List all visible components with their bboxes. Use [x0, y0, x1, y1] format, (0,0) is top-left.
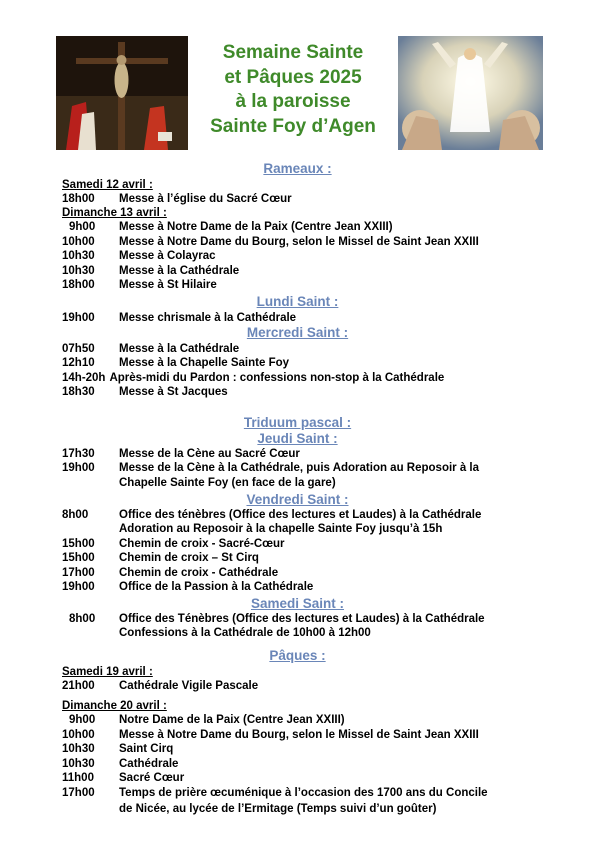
description: Office des Ténèbres (Office des lectures et Laudes) à la Cathédrale — [119, 613, 485, 625]
schedule-row — [62, 386, 228, 398]
crucifixion-picture — [56, 36, 188, 150]
schedule-row — [62, 613, 485, 625]
time: 07h50 — [62, 343, 95, 355]
description: Notre Dame de la Paix (Centre Jean XXIII) — [119, 714, 345, 726]
description: Office de la Passion à la Cathédrale — [119, 581, 314, 593]
day-label-sat-19: Samedi 19 avril : — [62, 666, 153, 678]
time: 19h00 — [62, 462, 95, 474]
time: 15h00 — [62, 538, 95, 550]
time: 11h00 — [62, 772, 94, 784]
description: Messe à l’église du Sacré Cœur — [119, 193, 292, 205]
heading-vendredi-saint: Vendredi Saint : — [246, 492, 349, 507]
heading-rameaux: Rameaux : — [263, 161, 332, 176]
description: Messe à St Jacques — [119, 386, 228, 398]
schedule-row — [62, 372, 444, 384]
description: Sacré Cœur — [119, 772, 185, 784]
time: 9h00 — [69, 221, 96, 233]
time: 18h00 — [62, 193, 95, 205]
schedule-row — [62, 581, 313, 593]
time: 10h30 — [62, 758, 95, 770]
schedule-row — [62, 448, 300, 460]
time: 10h30 — [62, 265, 95, 277]
time: 15h00 — [62, 552, 95, 564]
crucifixion-image — [56, 36, 188, 150]
schedule-row — [62, 509, 481, 521]
description: Chemin de croix – St Cirq — [119, 552, 259, 564]
heading-jeudi-saint: Jeudi Saint : — [257, 431, 338, 446]
description-continuation: Confessions à la Cathédrale de 10h00 à 12h00 — [119, 627, 371, 639]
time: 8h00 — [62, 509, 89, 521]
schedule-row — [62, 357, 289, 369]
description: Messe à Colayrac — [119, 250, 216, 262]
heading-samedi-saint: Samedi Saint : — [250, 596, 345, 611]
time: 17h00 — [62, 567, 95, 579]
title-line-2: et Pâques 2025 — [224, 66, 362, 88]
description: Messe chrismale à la Cathédrale — [119, 312, 297, 324]
heading-paques: Pâques : — [269, 648, 326, 663]
time: 17h30 — [62, 448, 95, 460]
schedule-row — [62, 552, 259, 564]
page-title — [190, 41, 396, 139]
time: 18h00 — [62, 279, 95, 291]
description: Messe à la Cathédrale — [119, 265, 240, 277]
schedule-row — [62, 343, 239, 355]
description-continuation: de Nicée, au lycée de l’Ermitage (Temps suivi d’un goûter) — [119, 803, 437, 815]
description: Messe de la Cène au Sacré Cœur — [119, 448, 300, 460]
description: Saint Cirq — [119, 743, 174, 755]
schedule-row — [62, 772, 184, 784]
time: 10h00 — [62, 729, 95, 741]
schedule-row — [62, 729, 479, 741]
description: Après-midi du Pardon : confessions non-stop à la Cathédrale — [109, 372, 445, 384]
schedule-row — [62, 743, 173, 755]
day-label-sun-13: Dimanche 13 avril : — [62, 207, 167, 219]
heading-mercredi-saint: Mercredi Saint : — [246, 325, 349, 340]
schedule-row — [62, 221, 393, 233]
schedule-row — [62, 714, 345, 726]
description: Chemin de croix - Cathédrale — [119, 567, 279, 579]
day-label-sat-12: Samedi 12 avril : — [62, 179, 153, 191]
description-continuation: Adoration au Reposoir à la chapelle Sainte Foy jusqu’à 15h — [119, 523, 443, 535]
schedule-row — [62, 758, 178, 770]
time: 17h00 — [62, 787, 95, 799]
description: Messe de la Cène à la Cathédrale, puis Adoration au Reposoir à la — [119, 462, 480, 474]
time: 12h10 — [62, 357, 95, 369]
description: Messe à Notre Dame du Bourg, selon le Missel de Saint Jean XXIII — [119, 729, 479, 741]
time: 14h-20h — [62, 372, 106, 384]
resurrection-picture — [398, 36, 543, 150]
schedule-row — [62, 279, 217, 291]
title-line-1: Semaine Sainte — [222, 42, 364, 63]
description-continuation: Chapelle Sainte Foy (en face de la gare) — [119, 477, 336, 489]
time: 10h30 — [62, 250, 95, 262]
description: Messe à la Cathédrale — [119, 343, 240, 355]
description: Temps de prière œcuménique à l’occasion des 1700 ans du Concile — [119, 787, 488, 799]
schedule-row — [62, 250, 216, 262]
schedule-row — [62, 462, 479, 474]
resurrection-image — [398, 36, 543, 150]
time: 19h00 — [62, 581, 95, 593]
day-label-sun-20: Dimanche 20 avril : — [62, 700, 167, 712]
time: 8h00 — [69, 613, 96, 625]
description: Office des ténèbres (Office des lectures et Laudes) à la Cathédrale — [119, 509, 482, 521]
description: Cathédrale Vigile Pascale — [119, 680, 259, 692]
schedule-row — [62, 312, 296, 324]
title-line-4: Sainte Foy d’Agen — [210, 115, 376, 137]
time: 10h00 — [62, 236, 95, 248]
time: 19h00 — [62, 312, 95, 324]
schedule-row — [62, 787, 488, 799]
time: 18h30 — [62, 386, 95, 398]
title-line-3: à la paroisse — [235, 91, 351, 112]
description: Messe à Notre Dame de la Paix (Centre Jean XXIII) — [119, 221, 393, 233]
schedule-row — [62, 265, 239, 277]
time: 9h00 — [69, 714, 96, 726]
heading-triduum-pascal: Triduum pascal : — [243, 415, 352, 430]
schedule-row — [62, 538, 285, 550]
time: 10h30 — [62, 743, 95, 755]
schedule-row — [62, 193, 292, 205]
description: Messe à Notre Dame du Bourg, selon le Missel de Saint Jean XXIII — [119, 236, 479, 248]
schedule-row — [62, 236, 479, 248]
schedule-row — [62, 680, 258, 692]
description: Messe à la Chapelle Sainte Foy — [119, 357, 290, 369]
schedule-row — [62, 567, 278, 579]
time: 21h00 — [62, 680, 95, 692]
description: Messe à St Hilaire — [119, 279, 217, 291]
description: Chemin de croix - Sacré-Cœur — [119, 538, 285, 550]
heading-lundi-saint: Lundi Saint : — [256, 294, 339, 309]
description: Cathédrale — [119, 758, 179, 770]
